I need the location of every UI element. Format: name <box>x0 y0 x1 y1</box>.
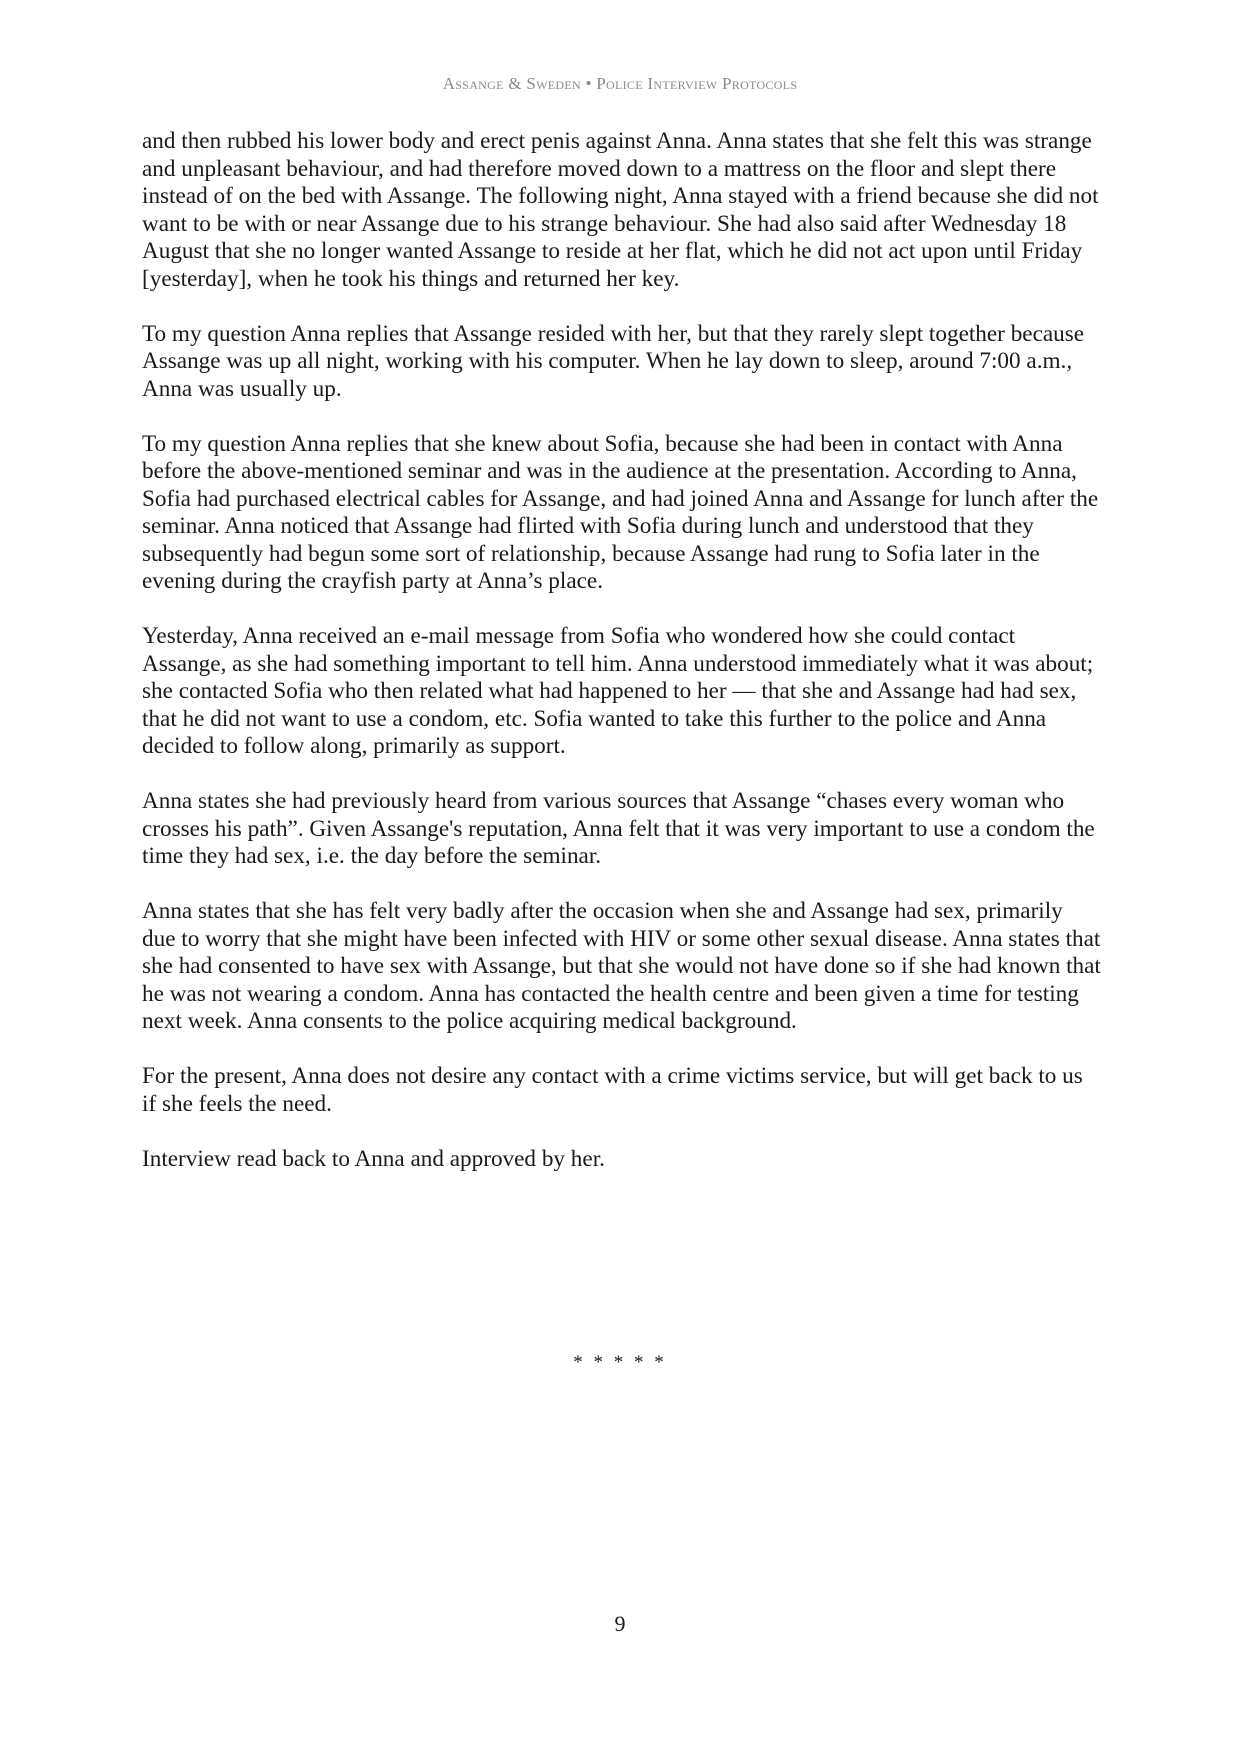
paragraph: Yesterday, Anna received an e-mail message from Sofia who wondered how she could contact Assange, as she had something important to tell him. Anna understood immediately what it was about; she contacted Sofia who then related what had happened to her — that she and Assange had had sex, that he did not want to use a condom, etc. Sofia wanted to take this further to the police and Anna decided to follow along, primarily as support. <box>142 623 1094 759</box>
paragraph: Anna states that she has felt very badly after the occasion when she and Assange had sex, primarily due to worry that she might have been infected with HIV or some other sexual disease. Anna states that she had consented to have sex with Assange, but that she would not have done so if she had known that he was not wearing a condom. Anna has contacted the health centre and been given a time for testing next week. Anna consents to the police acquiring medical background. <box>142 898 1101 1034</box>
page-number: 9 <box>614 1611 626 1636</box>
paragraph: Interview read back to Anna and approved by her. <box>142 1145 605 1172</box>
paragraph: For the present, Anna does not desire any contact with a crime victims service, but will get back to us if she feels the need. <box>142 1063 1083 1117</box>
section-separator: * * * * * <box>573 1352 667 1373</box>
paragraph: and then rubbed his lower body and erect penis against Anna. Anna states that she felt this was strange and unpleasant behaviour, and had therefore moved down to a mattress on the floor and slept there instead of on the bed with Assange. The following night, Anna stayed with a friend because she did not want to be with or near Assange due to his strange behaviour. She had also said after Wednesday 18 August that she no longer wanted Assange to reside at her flat, which he did not act upon until Friday [yesterday], when he took his things and returned her key. <box>142 128 1099 292</box>
document-body <box>142 128 1102 1201</box>
paragraph: To my question Anna replies that she knew about Sofia, because she had been in contact with Anna before the above-mentioned seminar and was in the audience at the presentation. According to Anna, Sofia had purchased electrical cables for Assange, and had joined Anna and Assange for lunch after the seminar. Anna noticed that Assange had flirted with Sofia during lunch and understood that they subsequently had begun some sort of relationship, because Assange had rung to Sofia later in the evening during the crayfish party at Anna’s place. <box>142 430 1099 594</box>
running-header: Assange & Sweden • Police Interview Protocols <box>442 74 798 93</box>
paragraph: Anna states she had previously heard from various sources that Assange “chases every woman who crosses his path”. Given Assange's reputation, Anna felt that it was very important to use a condom the time they had sex, i.e. the day before the seminar. <box>142 788 1095 869</box>
paragraph: To my question Anna replies that Assange resided with her, but that they rarely slept together because Assange was up all night, working with his computer. When he lay down to sleep, around 7:00 a.m., Anna was usually up. <box>142 320 1085 402</box>
